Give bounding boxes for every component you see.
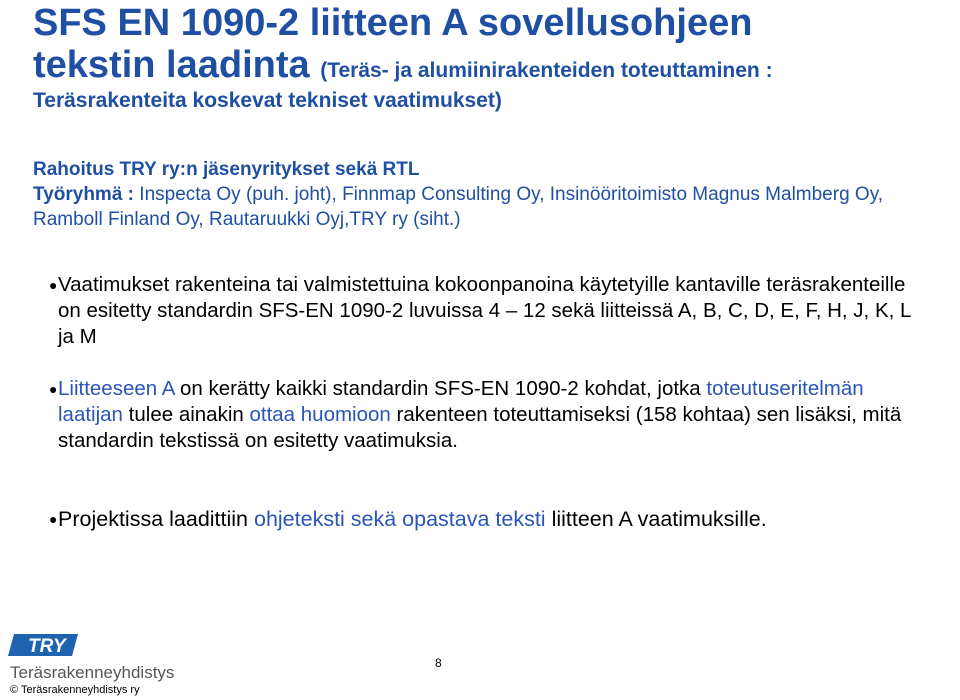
bullet-text: on kerätty kaikki standardin SFS-EN 1090-2 kohdat, jotka bbox=[174, 377, 707, 400]
working-group-text: Inspecta Oy (puh. joht), Finnmap Consulting Oy, Insinööritoimisto Magnus Malmberg Oy, Ramboll Finland Oy, Rautaruukki Oyj,TRY ry (siht.) bbox=[33, 184, 884, 230]
bullet-item-annex-a bbox=[49, 376, 918, 454]
bullet-text: Projektissa laadittiin bbox=[58, 507, 254, 531]
slide-title bbox=[33, 2, 933, 92]
bullet-text: liitteen A vaatimuksille. bbox=[545, 507, 767, 531]
bullet-text: rakenteen toteuttamiseksi (158 kohtaa) sen lisäksi, mitä standardin tekstissä on esitetty vaatimuksia. bbox=[58, 403, 902, 452]
funding-block bbox=[33, 157, 933, 232]
bullet-text: tulee ainakin bbox=[122, 403, 250, 426]
highlight-spec-author: toteutuseritelmän laatijan bbox=[58, 377, 864, 426]
title-line-2: tekstin laadinta bbox=[33, 44, 310, 86]
page-number: 8 bbox=[435, 656, 442, 670]
logo-try-text: TRY bbox=[28, 636, 66, 657]
highlight-guidance-text: ohjeteksti sekä opastava teksti bbox=[253, 507, 546, 531]
bullet-dot-icon: ● bbox=[49, 277, 58, 293]
highlight-take-into-account: ottaa huomioon bbox=[249, 403, 391, 426]
bullet-item-project bbox=[49, 506, 918, 532]
highlight-annex-a: Liitteeseen A bbox=[58, 377, 175, 400]
title-line-3: Teräsrakenteita koskevat tekniset vaatimukset) bbox=[33, 89, 502, 112]
title-subtitle-part: (Teräs- ja alumiinirakenteiden toteuttaminen : bbox=[320, 59, 773, 82]
logo-name-text: Teräsrakenneyhdistys bbox=[10, 663, 175, 682]
title-line-1: SFS EN 1090-2 liitteen A sovellusohjeen bbox=[33, 2, 753, 44]
working-group-label: Työryhmä : bbox=[33, 184, 135, 205]
copyright-text: © Teräsrakenneyhdistys ry bbox=[10, 684, 140, 696]
bullet-item-requirements bbox=[49, 272, 918, 350]
bullet-text: Vaatimukset rakenteina tai valmistettuina kokoonpanoina käytetyille kantaville teräsrakenteille on esitetty standardin SFS-EN 1090-2 luvuissa 4 – 12 sekä liitteissä A, B, C, D, E, F, H, J, K, L ja M bbox=[58, 273, 911, 348]
bullet-dot-icon: ● bbox=[49, 381, 58, 397]
bullet-dot-icon: ● bbox=[49, 511, 58, 527]
try-logo bbox=[8, 632, 188, 688]
funding-line: Rahoitus TRY ry:n jäsenyritykset sekä RTL bbox=[33, 159, 420, 180]
